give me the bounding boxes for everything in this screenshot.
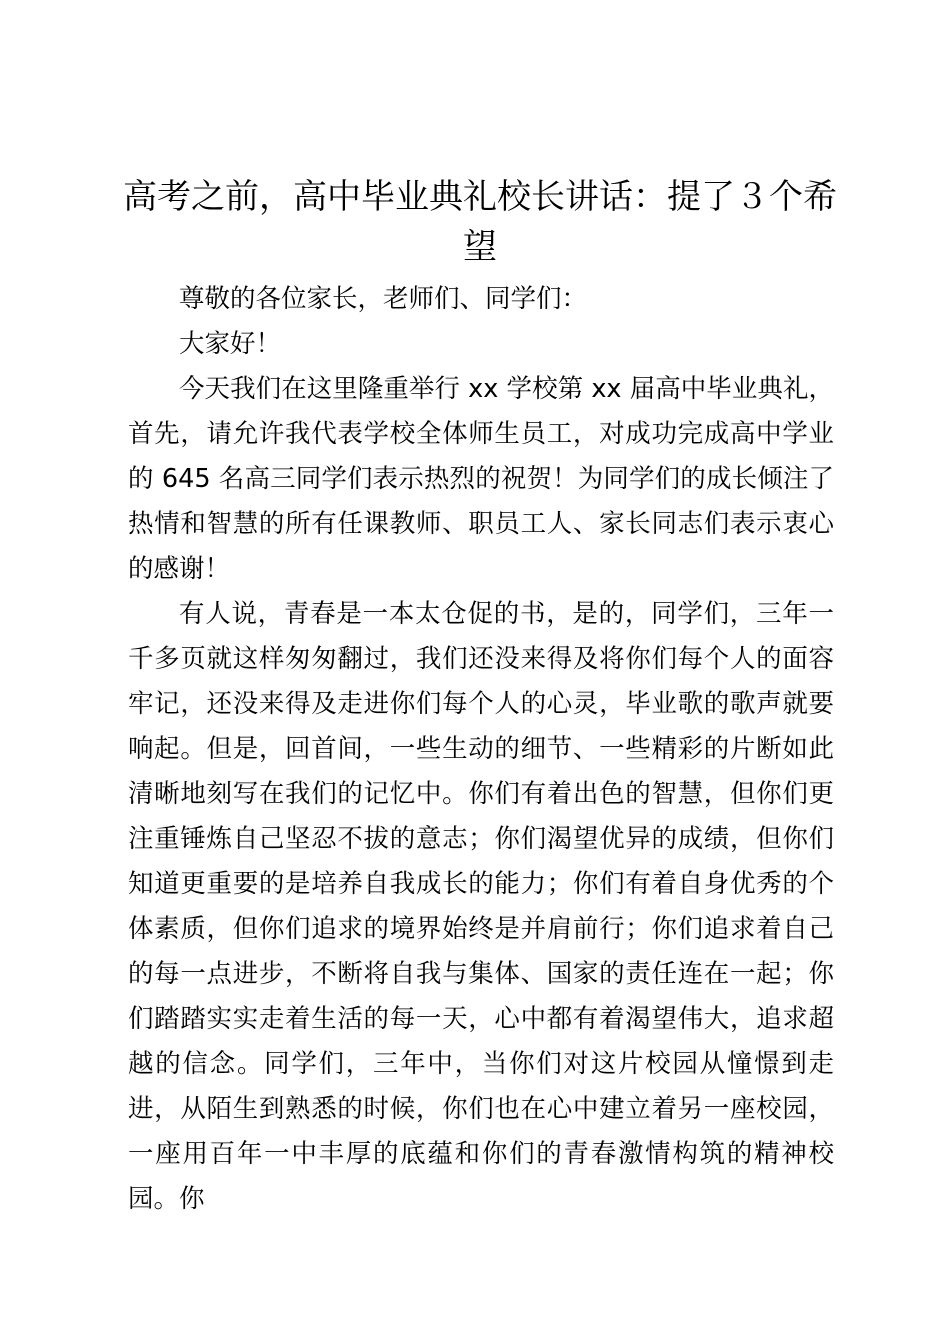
paragraph: 有人说，青春是一本太仓促的书，是的，同学们，三年一千多页就这样匆匆翻过，我们还没来得及将你们每个人的面容牢记，还没来得及走进你们每个人的心灵，毕业歌的歌声就要响起。但是，回首间，一些生动的细节、一些精彩的片断如此清晰地刻写在我们的记忆中。你们有着出色的智慧，但你们更注重锤炼自己坚忍不拔的意志；你们渴望优异的成绩，但你们知道更重要的是培养自我成长的能力；你们有着自身优秀的个体素质，但你们追求的境界始终是并肩前行；你们追求着自己的每一点进步，不断将自我与集体、国家的责任连在一起；你们踏踏实实走着生活的每一天，心中都有着渴望伟大，追求超越的信念。同学们，三年中，当你们对这片校园从憧憬到走进，从陌生到熟悉的时候，你们也在心中建立着另一座校园，一座用百年一中丰厚的底蕴和你们的青春激情构筑的精神校园。你 [128,599,834,1214]
salutation: 尊敬的各位家长，老师们、同学们： [179,284,588,314]
document-body [128,277,834,1222]
greeting: 大家好！ [179,329,282,359]
document-title: 高考之前，高中毕业典礼校长讲话：提了３个希望 [123,177,837,267]
paragraph: 今天我们在这里隆重举行 xx 学校第 xx 届高中毕业典礼，首先，请允许我代表学校全体师生员工，对成功完成高中学业的 645 名高三同学们表示热烈的祝贺！为同学们的成长倾注了热情和智慧的所有任课教师、职员工人、家长同志们表示衷心的感谢！ [128,374,834,584]
